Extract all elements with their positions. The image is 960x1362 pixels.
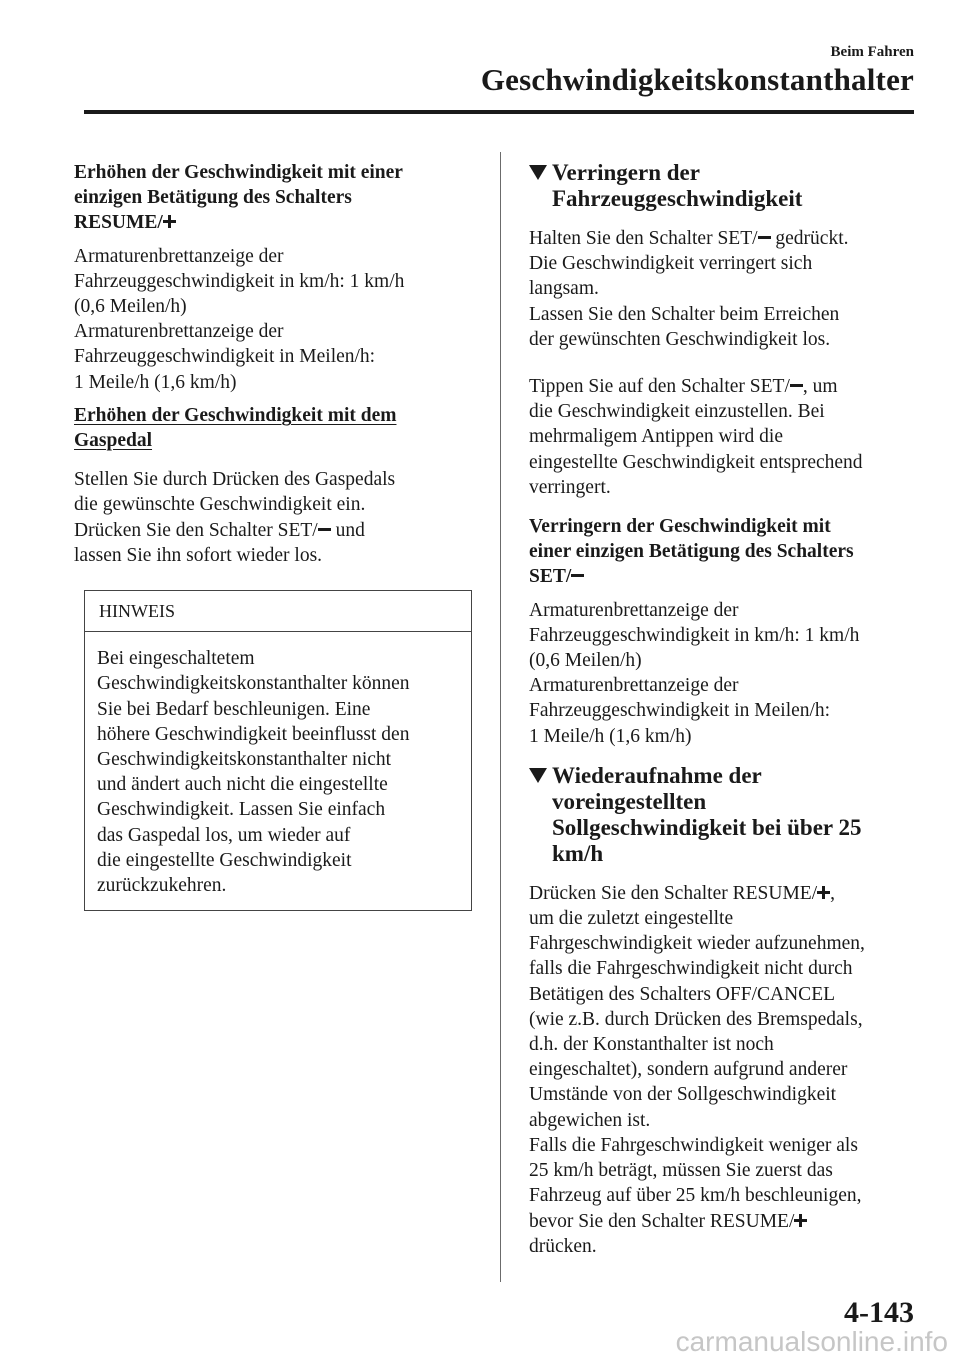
subheading-increase-single: Erhöhen der Geschwindigkeit mit einer einzigen Betätigung des Schalters RESUME/ [74, 162, 403, 234]
minus-icon [758, 231, 771, 244]
header-rule [84, 110, 914, 114]
watermark: carmanualsonline.info [675, 1326, 948, 1357]
plus-icon [794, 1214, 807, 1227]
right-column [529, 160, 925, 1259]
triangle-bullet-icon [529, 165, 547, 180]
page-title: Geschwindigkeitskonstanthalter [480, 62, 914, 97]
minus-icon [571, 569, 584, 582]
left-column [74, 160, 472, 911]
paragraph-resume: Drücken Sie den Schalter RESUME/ , um die zuletzt eingestellte Fahrgeschwindigkeit wieder aufzunehmen, falls die Fahrgeschwindigkeit nicht durch Betätigen des Schalters OFF/CANCEL (wie z.B. durch Drücken des Bremspedals, d.h. der Konstanthalter ist noch eingeschaltet), sondern aufgrund anderer Umstände von der Sollgeschwindigkeit abgewichen ist. Falls die Fahrgeschwindigkeit weniger als 25 km/h beträgt, müssen Sie zuerst das Fahrzeug auf über 25 km/h beschleunigen, bevor Sie den Schalter RESUME/ drücken. [529, 882, 865, 1257]
paragraph-decrement-info: Armaturenbrettanzeige der Fahrzeuggeschwindigkeit in km/h: 1 km/h (0,6 Meilen/h) Armaturenbrettanzeige der Fahrzeuggeschwindigkeit in Meilen/h: 1 Meile/h (1,6 km/h) [529, 599, 860, 747]
note-title: HINWEIS [85, 591, 471, 632]
plus-icon [163, 215, 176, 228]
section-heading-resume: Wiederaufnahme der voreingestellten Sollgeschwindigkeit bei über 25 km/h [529, 763, 925, 867]
triangle-bullet-icon [529, 768, 547, 783]
paragraph-decrease-hold: Halten Sie den Schalter SET/ gedrückt. Die Geschwindigkeit verringert sich langsam. Lassen Sie den Schalter beim Erreichen der gewünschten Geschwindigkeit los. [529, 228, 849, 350]
subheading-increase-pedal: Erhöhen der Geschwindigkeit mit dem Gaspedal [74, 404, 397, 452]
section-heading-decrease: Verringern der Fahrzeuggeschwindigkeit [529, 160, 925, 212]
chapter-label: Beim Fahren [830, 44, 914, 60]
note-box [84, 590, 472, 911]
plus-icon [817, 886, 830, 899]
note-text: Bei eingeschaltetem Geschwindigkeitskonstanthalter können Sie bei Bedarf beschleunigen. Eine höhere Geschwindigkeit beeinflusst den Geschwindigkeitskonstanthalter nicht und ändert auch nicht die eingestellte Geschwindigkeit. Lassen Sie einfach das Gaspedal los, um wieder auf die eingestellte Geschwindigkeit zurückzukehren. [97, 648, 410, 897]
paragraph-increment-info: Armaturenbrettanzeige der Fahrzeuggeschwindigkeit in km/h: 1 km/h (0,6 Meilen/h) Armaturenbrettanzeige der Fahrzeuggeschwindigkeit in Meilen/h: 1 Meile/h (1,6 km/h) [74, 245, 405, 393]
paragraph-decrease-tap: Tippen Sie auf den Schalter SET/ , um die Geschwindigkeit einzustellen. Bei mehrmaligem Antippen wird die eingestellte Geschwindigkeit entsprechend verringert. [529, 376, 863, 498]
paragraph-pedal: Stellen Sie durch Drücken des Gaspedals die gewünschte Geschwindigkeit ein. Drücken Sie den Schalter SET/ und lassen Sie ihn sofort wieder los. [74, 469, 396, 566]
minus-icon [318, 523, 331, 536]
minus-icon [790, 379, 803, 392]
column-divider [500, 152, 501, 1282]
subheading-decrease-single: Verringern der Geschwindigkeit mit einer einzigen Betätigung des Schalters SET/ [529, 516, 854, 588]
page-number: 4-143 [844, 1296, 914, 1329]
